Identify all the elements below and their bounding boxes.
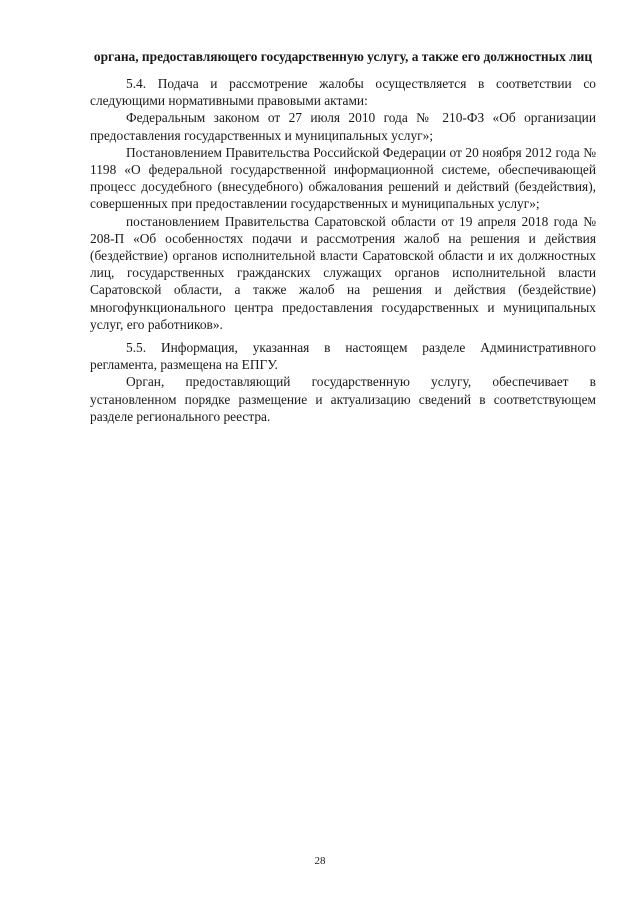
paragraph-5-4: 5.4. Подача и рассмотрение жалобы осуществляется в соответствии со следующими нормативными правовыми актами:	[90, 76, 596, 109]
document-page	[90, 48, 596, 425]
section-heading: органа, предоставляющего государственную услугу, а также его должностных лиц	[93, 49, 593, 64]
paragraph-regional-registry: Орган, предоставляющий государственную услугу, обеспечивает в установленном порядке размещение и актуализацию сведений в соответствующем разделе регионального реестра.	[90, 374, 596, 424]
paragraph-government-resolution: Постановлением Правительства Российской Федерации от 20 ноября 2012 года № 1198 «О федеральной государственной информационной системе, обеспечивающей процесс досудебного (внесудебного) обжалования решений и действий (бездействия), совершенных при предоставлении государственных и муниципальных услуг»;	[90, 144, 596, 212]
page-number: 28	[314, 855, 326, 867]
paragraph-saratov-resolution: постановлением Правительства Саратовской области от 19 апреля 2018 года № 208-П «Об особенностях подачи и рассмотрения жалоб на решения и действия (бездействие) органов исполнительной власти Саратовской области и их должностных лиц, государственных гражданских служащих органов исполнительной власти Саратовской области, а также жалоб на решения и действия (бездействие) многофункционального центра предоставления государственных и муниципальных услуг, его работников».	[90, 213, 596, 332]
paragraph-5-5: 5.5. Информация, указанная в настоящем разделе Административного регламента, размещена на ЕПГУ.	[90, 340, 596, 373]
paragraph-federal-law: Федеральным законом от 27 июля 2010 года № 210-ФЗ «Об организации предоставления государственных и муниципальных услуг»;	[90, 110, 596, 143]
